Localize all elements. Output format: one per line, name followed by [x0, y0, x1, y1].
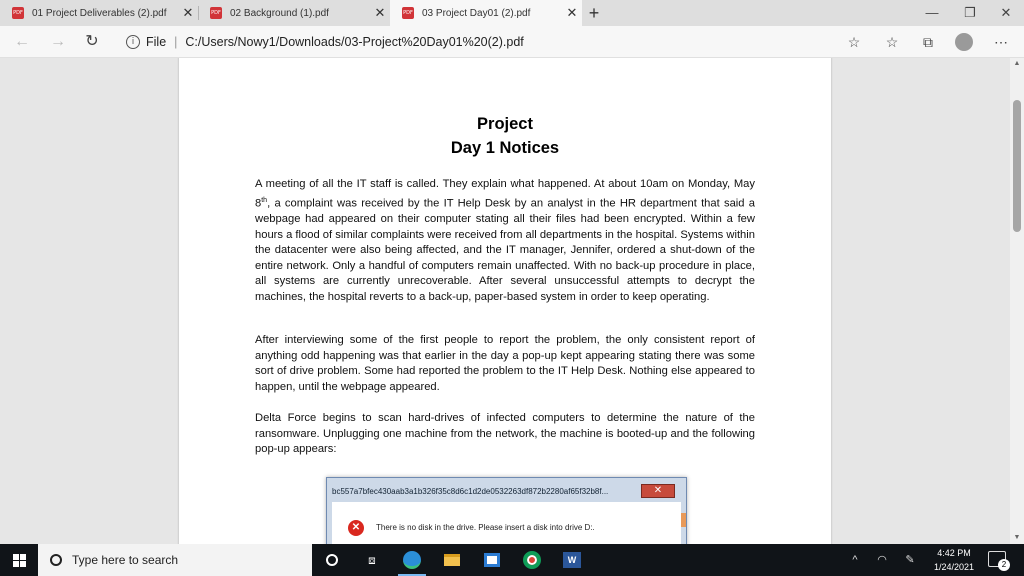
new-tab-button[interactable]: + [588, 3, 600, 23]
close-icon: ✕ [641, 484, 675, 498]
file-explorer-icon[interactable] [432, 544, 472, 576]
pdf-viewer [0, 58, 1024, 544]
scroll-thumb[interactable] [1013, 100, 1021, 232]
address-bar[interactable] [116, 29, 876, 55]
pdf-icon: PDF [402, 7, 414, 19]
clock-date: 1/24/2021 [933, 562, 975, 572]
chrome-icon[interactable] [512, 544, 552, 576]
embedded-error-popup-image [326, 477, 687, 544]
edge-browser-icon[interactable] [392, 544, 432, 576]
avatar[interactable] [955, 33, 973, 51]
url-text[interactable]: C:/Users/Nowy1/Downloads/03-Project%20Day01%20(2).pdf [185, 35, 524, 49]
close-icon[interactable]: ✕ [374, 5, 386, 20]
popup-background-edge [681, 513, 687, 527]
more-icon[interactable]: ⋯ [994, 34, 1008, 50]
restore-icon[interactable]: ❐ [964, 5, 976, 20]
wifi-icon[interactable]: ◠ [877, 554, 887, 566]
tab-project-day01[interactable] [390, 0, 582, 26]
tab-label: 01 Project Deliverables (2).pdf [32, 7, 167, 19]
taskbar-clock[interactable] [924, 546, 984, 574]
paragraph-1 [255, 177, 755, 305]
scheme-label: File [146, 35, 167, 49]
tab-label: 02 Background (1).pdf [230, 7, 329, 19]
forward-icon[interactable]: → [50, 33, 66, 50]
close-icon[interactable]: ✕ [566, 5, 578, 20]
browser-toolbar [0, 26, 1024, 58]
refresh-icon[interactable]: ↻ [85, 33, 99, 50]
page-title: Project [477, 115, 533, 133]
scroll-up-icon[interactable]: ▲ [1013, 60, 1021, 67]
show-hidden-icons-icon[interactable]: ^ [852, 554, 858, 566]
pdf-icon: PDF [12, 7, 24, 19]
info-icon[interactable]: i [126, 35, 140, 49]
task-view-icon[interactable]: ⧈ [368, 552, 376, 567]
tab-strip [0, 0, 1024, 26]
tab-background[interactable] [198, 0, 390, 26]
pen-workspace-icon[interactable]: ✎ [905, 554, 915, 566]
page-subtitle: Day 1 Notices [450, 139, 560, 157]
cortana-icon[interactable] [312, 544, 352, 576]
favorites-icon[interactable]: ☆ [885, 34, 899, 50]
taskbar-search-box[interactable] [38, 544, 312, 576]
store-icon[interactable] [472, 544, 512, 576]
tab-label: 03 Project Day01 (2).pdf [422, 7, 531, 19]
ordinal-suffix: th [261, 196, 268, 204]
tab-project-deliverables[interactable] [0, 0, 198, 26]
minimize-icon[interactable]: — [925, 5, 939, 20]
collections-icon[interactable]: ⧉ [923, 34, 933, 50]
scrollbar[interactable] [1010, 58, 1024, 544]
window-close-icon[interactable]: ✕ [1000, 5, 1012, 20]
notification-center-icon[interactable] [988, 551, 1006, 567]
paragraph-3: Delta Force begins to scan hard-drives of infected computers to determine the nature of the ransomware. Unplugging one machine from the network, the machine is booted-up and the following pop-up appears: [255, 412, 755, 456]
tracking-prevention-icon[interactable]: ☆ [847, 34, 861, 50]
pdf-page [179, 58, 831, 544]
address-divider: | [174, 35, 178, 49]
paragraph-1-text-a: A meeting of all the IT staff is called. They explain what happened. At about 10am on Monday, May 8 [255, 178, 755, 210]
search-icon [50, 554, 62, 566]
error-icon: ✕ [348, 520, 364, 536]
close-icon[interactable]: ✕ [182, 5, 194, 20]
pdf-icon: PDF [210, 7, 222, 19]
popup-message: There is no disk in the drive. Please insert a disk into drive D:. [376, 523, 595, 532]
paragraph-1-text-b: , a complaint was received by the IT Help Desk by an analyst in the HR department that said a webpage had appeared on their computer stating all their files had been encrypted. Within a few hours a flood of similar complaints were received from all departments in the hospital. Systems within the datacenter were also being affected, and the IT manager, Jennifer, ordered a shut-down of the entire network. Only a handful of computers remain unaffected. With no back-up procedure in place, all systems are currently unrecoverable. After several unsuccessful attempts to decrypt the machines, the hospital reverts to a back-up, paper-based system in order to keep operating. [255, 197, 755, 303]
back-icon[interactable]: ← [14, 33, 30, 50]
windows-start-icon[interactable] [0, 544, 38, 576]
scroll-down-icon[interactable]: ▼ [1013, 534, 1021, 541]
popup-body [332, 502, 681, 544]
word-icon[interactable]: W [552, 544, 592, 576]
search-placeholder: Type here to search [72, 553, 179, 567]
cut-off-heading-fragment [399, 58, 619, 64]
clock-time: 4:42 PM [937, 548, 971, 558]
paragraph-2: After interviewing some of the first people to report the problem, the only consistent report of anything odd happening was that earlier in the day a pop-up kept appearing stating there was some sort of drive problem. Some had reported the problem to the IT Help Desk. Nothing else appeared to happen, until the webpage appeared. [255, 334, 755, 393]
taskbar [0, 544, 1024, 576]
popup-title: bc557a7bfec430aab3a1b326f35c8d6c1d2de0532263df872b2280af65f32b8f... [332, 487, 609, 496]
notification-badge: 2 [998, 559, 1010, 571]
